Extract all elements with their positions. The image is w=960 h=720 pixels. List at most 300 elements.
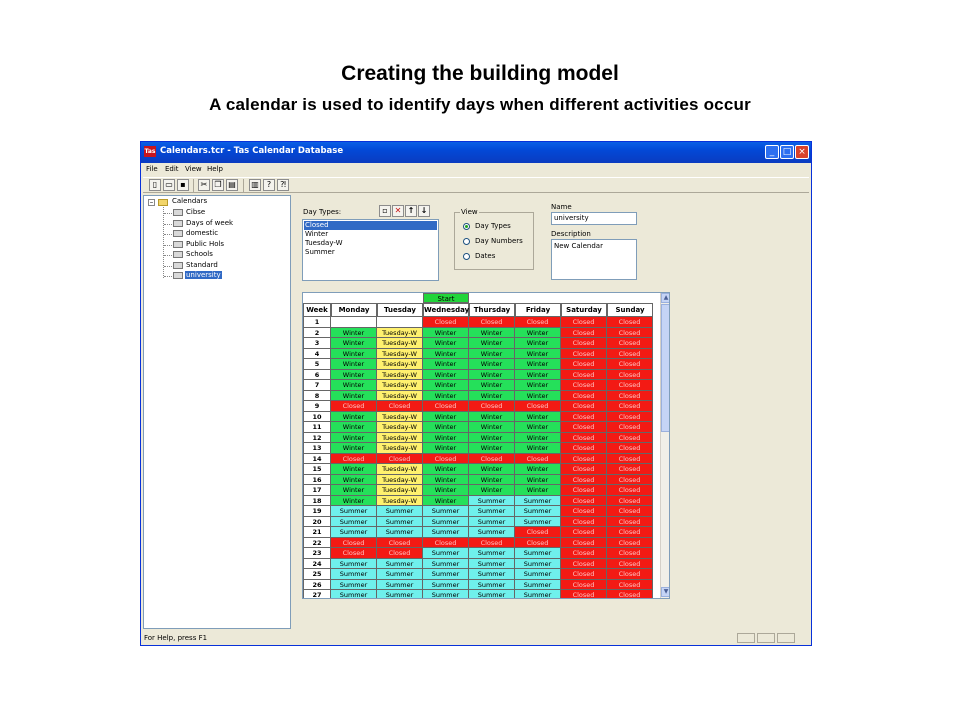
day-cell[interactable]: Closed: [561, 527, 607, 538]
day-cell[interactable]: Winter: [469, 464, 515, 475]
week-number: 24: [303, 559, 331, 570]
day-cell[interactable]: Closed: [331, 454, 377, 465]
day-cell[interactable]: Winter: [423, 412, 469, 423]
day-cell[interactable]: Tuesday-W: [377, 338, 423, 349]
day-cell[interactable]: Closed: [607, 370, 653, 381]
day-cell[interactable]: Winter: [331, 380, 377, 391]
day-cell[interactable]: Winter: [331, 328, 377, 339]
day-cell[interactable]: Winter: [469, 338, 515, 349]
day-cell[interactable]: Winter: [515, 412, 561, 423]
day-cell[interactable]: Closed: [561, 464, 607, 475]
menu-edit[interactable]: Edit: [165, 165, 179, 173]
menu-bar: [141, 163, 811, 176]
day-cell[interactable]: Closed: [561, 475, 607, 486]
day-cell[interactable]: Closed: [561, 349, 607, 360]
move-down-icon[interactable]: ↓: [418, 205, 430, 217]
day-cell[interactable]: Closed: [515, 317, 561, 328]
grid-header-tuesday: Tuesday: [377, 303, 423, 317]
day-cell[interactable]: Closed: [561, 538, 607, 549]
day-cell[interactable]: Closed: [561, 422, 607, 433]
view-group: [454, 208, 534, 270]
slide-subtitle: A calendar is used to identify days when different activities occur: [209, 95, 751, 114]
day-type-item[interactable]: Closed: [304, 221, 437, 230]
day-cell[interactable]: Closed: [561, 412, 607, 423]
day-cell[interactable]: Closed: [469, 317, 515, 328]
day-cell[interactable]: Closed: [377, 454, 423, 465]
week-number: 19: [303, 506, 331, 517]
day-cell[interactable]: Summer: [423, 569, 469, 580]
day-cell[interactable]: Summer: [377, 569, 423, 580]
day-types-list[interactable]: [302, 219, 439, 281]
day-types-label: Day Types:: [303, 208, 342, 216]
day-cell[interactable]: Summer: [469, 548, 515, 559]
tree-item-label: Days of week: [186, 218, 234, 227]
status-panel: [757, 633, 775, 643]
day-cell[interactable]: Closed: [607, 317, 653, 328]
day-cell[interactable]: Winter: [515, 485, 561, 496]
day-type-item[interactable]: Summer: [305, 248, 335, 256]
day-cell[interactable]: Tuesday-W: [377, 464, 423, 475]
scroll-thumb[interactable]: [661, 304, 670, 432]
copy-icon[interactable]: ❐: [212, 179, 224, 191]
print-icon[interactable]: ▥: [249, 179, 261, 191]
day-cell[interactable]: Winter: [469, 485, 515, 496]
menu-file[interactable]: File: [146, 165, 158, 173]
radio-dates[interactable]: [463, 253, 470, 260]
day-cell[interactable]: Winter: [331, 475, 377, 486]
day-cell[interactable]: Summer: [423, 559, 469, 570]
delete-icon[interactable]: ✕: [392, 205, 404, 217]
day-cell[interactable]: Winter: [423, 433, 469, 444]
day-cell[interactable]: Tuesday-W: [377, 370, 423, 381]
week-number: 8: [303, 391, 331, 402]
day-cell[interactable]: Summer: [423, 590, 469, 599]
day-cell[interactable]: Winter: [515, 422, 561, 433]
week-number: 25: [303, 569, 331, 580]
status-bar: [141, 632, 811, 645]
day-cell[interactable]: Closed: [561, 517, 607, 528]
day-cell[interactable]: Winter: [423, 359, 469, 370]
app-logo-icon: Tas: [144, 148, 156, 155]
day-cell[interactable]: Summer: [331, 580, 377, 591]
week-number: 20: [303, 517, 331, 528]
day-cell[interactable]: Closed: [423, 454, 469, 465]
day-cell[interactable]: Closed: [607, 569, 653, 580]
day-cell[interactable]: Closed: [469, 401, 515, 412]
day-cell[interactable]: Closed: [607, 412, 653, 423]
day-cell[interactable]: Winter: [331, 464, 377, 475]
day-cell[interactable]: Summer: [469, 590, 515, 599]
day-cell[interactable]: Closed: [561, 496, 607, 507]
day-cell[interactable]: Winter: [331, 485, 377, 496]
week-number: 18: [303, 496, 331, 507]
day-cell[interactable]: Winter: [331, 338, 377, 349]
app-window: [140, 141, 812, 646]
day-cell[interactable]: Closed: [607, 548, 653, 559]
day-cell[interactable]: Winter: [515, 380, 561, 391]
day-cell[interactable]: Closed: [607, 527, 653, 538]
day-cell[interactable]: Closed: [561, 328, 607, 339]
day-cell[interactable]: Summer: [331, 517, 377, 528]
tree-connector: [164, 255, 172, 256]
day-cell[interactable]: [377, 317, 423, 328]
status-panel: [737, 633, 755, 643]
day-cell[interactable]: Winter: [515, 359, 561, 370]
day-cell[interactable]: Closed: [607, 590, 653, 599]
day-cell[interactable]: Winter: [469, 380, 515, 391]
day-cell[interactable]: Summer: [469, 569, 515, 580]
day-cell[interactable]: Winter: [331, 433, 377, 444]
day-cell[interactable]: Closed: [561, 454, 607, 465]
week-number: 12: [303, 433, 331, 444]
day-cell[interactable]: Closed: [561, 380, 607, 391]
day-cell[interactable]: Closed: [561, 359, 607, 370]
open-folder-icon[interactable]: ▭: [163, 179, 175, 191]
day-cell[interactable]: Summer: [469, 506, 515, 517]
day-cell[interactable]: Summer: [423, 517, 469, 528]
radio-label[interactable]: Dates: [475, 252, 496, 260]
day-cell[interactable]: Closed: [561, 370, 607, 381]
day-cell[interactable]: Closed: [607, 422, 653, 433]
week-number: 26: [303, 580, 331, 591]
radio-label[interactable]: Day Types: [475, 222, 511, 230]
context-help-icon[interactable]: ⁈: [277, 179, 289, 191]
day-cell[interactable]: Summer: [377, 517, 423, 528]
day-cell[interactable]: Winter: [423, 380, 469, 391]
day-cell[interactable]: Summer: [423, 580, 469, 591]
day-cell[interactable]: Closed: [607, 349, 653, 360]
day-cell[interactable]: Winter: [469, 328, 515, 339]
grid-header-thursday: Thursday: [469, 303, 515, 317]
calendar-icon: [173, 272, 183, 279]
day-cell[interactable]: Closed: [515, 527, 561, 538]
day-cell[interactable]: Closed: [561, 433, 607, 444]
day-cell[interactable]: Closed: [423, 317, 469, 328]
day-cell[interactable]: Closed: [331, 401, 377, 412]
day-cell[interactable]: Winter: [469, 443, 515, 454]
day-cell[interactable]: Closed: [607, 485, 653, 496]
day-cell[interactable]: Summer: [515, 506, 561, 517]
day-cell[interactable]: Closed: [561, 559, 607, 570]
day-cell[interactable]: Winter: [331, 422, 377, 433]
day-cell[interactable]: Winter: [469, 391, 515, 402]
day-cell[interactable]: Summer: [331, 559, 377, 570]
grid-header-week: Week: [303, 303, 331, 317]
day-cell[interactable]: Closed: [377, 538, 423, 549]
calendar-tree[interactable]: [143, 195, 291, 629]
day-cell[interactable]: Closed: [607, 454, 653, 465]
calendar-grid[interactable]: [302, 292, 670, 599]
calendar-icon: [173, 230, 183, 237]
folder-icon: [158, 199, 168, 206]
day-cell[interactable]: Tuesday-W: [377, 443, 423, 454]
day-cell[interactable]: Summer: [377, 527, 423, 538]
week-number: 23: [303, 548, 331, 559]
day-cell[interactable]: Tuesday-W: [377, 496, 423, 507]
day-cell[interactable]: Winter: [515, 338, 561, 349]
week-number: 7: [303, 380, 331, 391]
week-number: 9: [303, 401, 331, 412]
day-cell[interactable]: Closed: [561, 485, 607, 496]
day-cell[interactable]: Winter: [515, 328, 561, 339]
day-cell[interactable]: Summer: [515, 569, 561, 580]
day-cell[interactable]: Winter: [331, 496, 377, 507]
day-cell[interactable]: Closed: [561, 580, 607, 591]
tree-item-label: Public Hols: [186, 239, 225, 248]
tree-item-label: Standard: [186, 260, 218, 269]
radio-label[interactable]: Day Numbers: [475, 237, 523, 245]
day-cell[interactable]: Winter: [331, 443, 377, 454]
grid-scrollbar[interactable]: [660, 293, 670, 598]
day-cell[interactable]: Summer: [377, 506, 423, 517]
day-cell[interactable]: Winter: [469, 359, 515, 370]
day-cell[interactable]: Closed: [469, 538, 515, 549]
minimize-button[interactable]: _: [765, 145, 779, 159]
view-legend: View: [461, 208, 478, 216]
week-number: 11: [303, 422, 331, 433]
day-cell[interactable]: Closed: [515, 538, 561, 549]
day-cell[interactable]: Closed: [607, 496, 653, 507]
day-cell[interactable]: Summer: [377, 590, 423, 599]
day-type-item[interactable]: Tuesday-W: [305, 239, 343, 247]
week-number: 5: [303, 359, 331, 370]
day-cell[interactable]: Tuesday-W: [377, 412, 423, 423]
day-cell[interactable]: Winter: [331, 349, 377, 360]
day-cell[interactable]: Summer: [331, 527, 377, 538]
tree-connector: [164, 213, 172, 214]
day-cell[interactable]: Closed: [561, 443, 607, 454]
day-cell[interactable]: Summer: [515, 559, 561, 570]
day-cell[interactable]: Summer: [423, 506, 469, 517]
window-title: Calendars.tcr - Tas Calendar Database: [160, 146, 344, 156]
day-cell[interactable]: Closed: [561, 391, 607, 402]
day-cell[interactable]: Closed: [331, 538, 377, 549]
description-field[interactable]: New Calendar: [551, 239, 637, 280]
day-cell[interactable]: Closed: [561, 506, 607, 517]
week-number: 13: [303, 443, 331, 454]
tree-connector: [164, 234, 172, 235]
day-cell[interactable]: Closed: [607, 380, 653, 391]
day-cell[interactable]: Tuesday-W: [377, 391, 423, 402]
day-cell[interactable]: [331, 317, 377, 328]
slide-title: Creating the building model: [341, 62, 619, 85]
save-icon[interactable]: ▪: [177, 179, 189, 191]
calendar-icon: [173, 262, 183, 269]
day-cell[interactable]: Closed: [423, 538, 469, 549]
day-cell[interactable]: Winter: [423, 391, 469, 402]
day-cell[interactable]: Winter: [423, 475, 469, 486]
tree-connector: [163, 207, 164, 278]
day-cell[interactable]: Closed: [469, 454, 515, 465]
day-cell[interactable]: Winter: [515, 443, 561, 454]
day-cell[interactable]: Winter: [423, 349, 469, 360]
day-cell[interactable]: Summer: [469, 580, 515, 591]
day-cell[interactable]: Summer: [469, 527, 515, 538]
day-cell[interactable]: Winter: [423, 485, 469, 496]
day-cell[interactable]: Summer: [331, 590, 377, 599]
day-cell[interactable]: Winter: [423, 338, 469, 349]
name-field[interactable]: university: [551, 212, 637, 225]
name-label: Name: [551, 203, 572, 211]
day-cell[interactable]: Winter: [515, 464, 561, 475]
calendar-icon: [173, 251, 183, 258]
tree-connector: [164, 245, 172, 246]
day-cell[interactable]: Closed: [561, 590, 607, 599]
day-cell[interactable]: Closed: [607, 580, 653, 591]
day-cell[interactable]: Closed: [515, 401, 561, 412]
day-cell[interactable]: Closed: [561, 401, 607, 412]
day-cell[interactable]: Closed: [423, 401, 469, 412]
day-cell[interactable]: Winter: [469, 349, 515, 360]
new-file-icon[interactable]: ▯: [149, 179, 161, 191]
day-cell[interactable]: Closed: [331, 548, 377, 559]
day-cell[interactable]: Winter: [515, 433, 561, 444]
collapse-icon[interactable]: –: [149, 198, 154, 206]
day-cell[interactable]: Closed: [607, 401, 653, 412]
tree-connector: [164, 276, 172, 277]
week-number: 17: [303, 485, 331, 496]
day-cell[interactable]: Winter: [331, 359, 377, 370]
grid-header-wednesday: Wednesday: [423, 303, 469, 317]
day-cell[interactable]: Closed: [561, 338, 607, 349]
week-number: 21: [303, 527, 331, 538]
day-cell[interactable]: Closed: [607, 338, 653, 349]
day-cell[interactable]: Tuesday-W: [377, 359, 423, 370]
maximize-button[interactable]: □: [780, 145, 794, 159]
day-cell[interactable]: Winter: [469, 433, 515, 444]
day-cell[interactable]: Tuesday-W: [377, 433, 423, 444]
calendar-editor: [293, 195, 809, 629]
day-cell[interactable]: Closed: [377, 401, 423, 412]
day-cell[interactable]: Summer: [515, 496, 561, 507]
week-number: 6: [303, 370, 331, 381]
help-icon[interactable]: ?: [263, 179, 275, 191]
tree-connector: [164, 224, 172, 225]
toolbar-separator: [193, 179, 194, 192]
day-cell[interactable]: Tuesday-W: [377, 328, 423, 339]
grid-header-friday: Friday: [515, 303, 561, 317]
new-day-type-icon[interactable]: ▫: [379, 205, 391, 217]
tree-root-label[interactable]: Calendars: [172, 197, 208, 205]
day-cell[interactable]: Closed: [561, 569, 607, 580]
day-cell[interactable]: Closed: [561, 548, 607, 559]
grid-header-sunday: Sunday: [607, 303, 653, 317]
move-up-icon[interactable]: ↑: [405, 205, 417, 217]
tree-item-label: university: [186, 271, 221, 279]
day-cell[interactable]: Summer: [469, 517, 515, 528]
day-cell[interactable]: Winter: [423, 370, 469, 381]
day-cell[interactable]: Winter: [469, 422, 515, 433]
scroll-down-icon[interactable]: ▼: [661, 587, 670, 597]
day-cell[interactable]: Summer: [469, 559, 515, 570]
day-cell[interactable]: Winter: [331, 370, 377, 381]
day-cell[interactable]: Tuesday-W: [377, 380, 423, 391]
week-number: 14: [303, 454, 331, 465]
day-cell[interactable]: Winter: [331, 391, 377, 402]
title-bar[interactable]: [141, 142, 811, 163]
day-cell[interactable]: Winter: [331, 412, 377, 423]
day-cell[interactable]: Tuesday-W: [377, 485, 423, 496]
day-cell[interactable]: Winter: [515, 391, 561, 402]
description-label: Description: [551, 230, 591, 238]
day-type-item[interactable]: Winter: [305, 230, 329, 238]
day-cell[interactable]: Closed: [607, 464, 653, 475]
close-button[interactable]: ×: [795, 145, 809, 159]
week-number: 1: [303, 317, 331, 328]
day-cell[interactable]: Summer: [331, 506, 377, 517]
day-cell[interactable]: Tuesday-W: [377, 349, 423, 360]
week-number: 27: [303, 590, 331, 599]
paste-icon[interactable]: ▤: [226, 179, 238, 191]
day-cell[interactable]: Closed: [607, 517, 653, 528]
day-cell[interactable]: Winter: [423, 443, 469, 454]
day-cell[interactable]: Winter: [423, 422, 469, 433]
day-cell[interactable]: Winter: [423, 464, 469, 475]
tree-item-label: Schools: [186, 250, 213, 258]
day-cell[interactable]: Closed: [377, 548, 423, 559]
menu-view[interactable]: View: [185, 165, 202, 173]
day-cell[interactable]: Winter: [515, 475, 561, 486]
day-cell[interactable]: Winter: [515, 370, 561, 381]
day-cell[interactable]: Winter: [469, 475, 515, 486]
status-text: For Help, press F1: [144, 634, 208, 642]
cut-icon[interactable]: ✂: [198, 179, 210, 191]
week-number: 22: [303, 538, 331, 549]
day-cell[interactable]: Summer: [423, 548, 469, 559]
day-cell[interactable]: Winter: [515, 349, 561, 360]
week-number: 16: [303, 475, 331, 486]
day-cell[interactable]: Winter: [469, 412, 515, 423]
day-cell[interactable]: Summer: [423, 527, 469, 538]
day-cell[interactable]: Summer: [515, 590, 561, 599]
day-cell[interactable]: Winter: [423, 328, 469, 339]
day-cell[interactable]: Summer: [515, 548, 561, 559]
day-cell[interactable]: Closed: [607, 359, 653, 370]
day-cell[interactable]: Closed: [607, 538, 653, 549]
start-marker: Start: [423, 293, 469, 303]
toolbar: [143, 177, 809, 193]
day-cell[interactable]: Summer: [377, 580, 423, 591]
day-cell[interactable]: Summer: [469, 496, 515, 507]
day-cell[interactable]: Closed: [607, 391, 653, 402]
week-number: 15: [303, 464, 331, 475]
day-cell[interactable]: Closed: [607, 506, 653, 517]
day-cell[interactable]: Closed: [607, 433, 653, 444]
menu-help[interactable]: Help: [207, 165, 223, 173]
day-cell[interactable]: Closed: [607, 443, 653, 454]
day-cell[interactable]: Tuesday-W: [377, 422, 423, 433]
tree-item-label: Cibse: [186, 208, 206, 216]
scroll-up-icon[interactable]: ▲: [661, 293, 670, 303]
day-cell[interactable]: Closed: [607, 328, 653, 339]
day-cell[interactable]: Summer: [377, 559, 423, 570]
day-cell[interactable]: Winter: [423, 496, 469, 507]
day-cell[interactable]: Tuesday-W: [377, 475, 423, 486]
tree-item-label: domestic: [186, 229, 219, 237]
day-cell[interactable]: Summer: [515, 580, 561, 591]
day-cell[interactable]: Winter: [469, 370, 515, 381]
day-cell[interactable]: Closed: [561, 317, 607, 328]
day-cell[interactable]: Closed: [515, 454, 561, 465]
day-cell[interactable]: Closed: [607, 559, 653, 570]
week-number: 2: [303, 328, 331, 339]
day-cell[interactable]: Summer: [331, 569, 377, 580]
radio-day-types[interactable]: [463, 223, 470, 230]
radio-day-numbers[interactable]: [463, 238, 470, 245]
toolbar-separator: [243, 179, 244, 192]
day-cell[interactable]: Summer: [515, 517, 561, 528]
day-cell[interactable]: Closed: [607, 475, 653, 486]
